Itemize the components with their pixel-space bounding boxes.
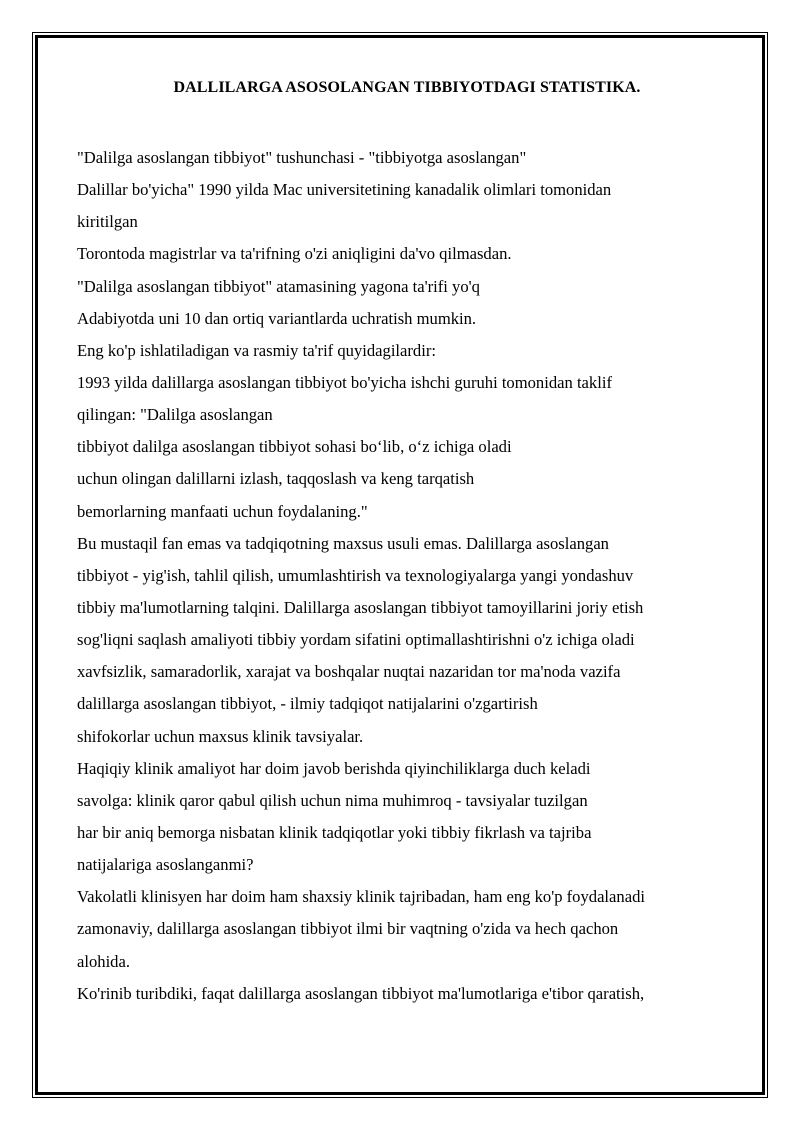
text-line: Bu mustaqil fan emas va tadqiqotning maxsus usuli emas. Dalillarga asoslangan xyxy=(77,533,609,553)
text-line: alohida. xyxy=(77,951,130,971)
text-line: Haqiqiy klinik amaliyot har doim javob berishda qiyinchiliklarga duch keladi xyxy=(77,758,591,778)
text-line: sog'liqni saqlash amaliyoti tibbiy yordam sifatini optimallashtirishni o'z ichiga oladi xyxy=(77,630,635,650)
text-line: Adabiyotda uni 10 dan ortiq variantlarda uchratish mumkin. xyxy=(77,308,477,328)
text-line: tibbiyot - yig'ish, tahlil qilish, umumlashtirish va texnologiyalarga yangi yondashuv xyxy=(77,565,634,585)
text-line: har bir aniq bemorga nisbatan klinik tadqiqotlar yoki tibbiy fikrlash va tajriba xyxy=(77,822,592,842)
text-lines xyxy=(77,142,737,1010)
text-line: "Dalilga asoslangan tibbiyot" tushunchasi - "tibbiyotga asoslangan" xyxy=(77,148,527,167)
text-line: zamonaviy, dalillarga asoslangan tibbiyot ilmi bir vaqtning o'zida va hech qachon xyxy=(77,919,619,939)
text-line: shifokorlar uchun maxsus klinik tavsiyalar. xyxy=(77,726,364,746)
text-line: uchun olingan dalillarni izlash, taqqoslash va keng tarqatish xyxy=(77,469,475,489)
text-line: Eng ko'p ishlatiladigan va rasmiy ta'rif quyidagilardir: xyxy=(77,340,436,360)
text-line: kiritilgan xyxy=(77,212,138,232)
text-line: "Dalilga asoslangan tibbiyot" atamasining yagona ta'rifi yo'q xyxy=(77,276,480,296)
text-line: 1993 yilda dalillarga asoslangan tibbiyot bo'yicha ishchi guruhi tomonidan taklif xyxy=(77,372,612,392)
text-line: tibbiyot dalilga asoslangan tibbiyot sohasi bo‘lib, o‘z ichiga oladi xyxy=(77,437,512,457)
text-line: Ko'rinib turibdiki, faqat dalillarga asoslangan tibbiyot ma'lumotlariga e'tibor qaratish, xyxy=(77,983,645,1003)
text-line: tibbiy ma'lumotlarning talqini. Dalillarga asoslangan tibbiyot tamoyillarini joriy etish xyxy=(77,597,644,617)
text-line: Dalillar bo'yicha" 1990 yilda Mac universitetining kanadalik olimlari tomonidan xyxy=(77,180,612,200)
text-line: xavfsizlik, samaradorlik, xarajat va boshqalar nuqtai nazaridan tor ma'noda vazifa xyxy=(77,662,621,682)
text-line: bemorlarning manfaati uchun foydalaning." xyxy=(77,501,368,521)
text-line: savolga: klinik qaror qabul qilish uchun nima muhimroq - tavsiyalar tuzilgan xyxy=(77,790,588,810)
text-line: qilingan: "Dalilga asoslangan xyxy=(77,405,273,425)
text-line: Vakolatli klinisyen har doim ham shaxsiy klinik tajribadan, ham eng ko'p foydalanadi xyxy=(77,887,645,907)
text-line: dalillarga asoslangan tibbiyot, - ilmiy tadqiqot natijalarini o'zgartirish xyxy=(77,694,538,714)
document-title: DALLILARGA ASOSOLANGAN TIBBIYOTDAGI STATISTIKA. xyxy=(173,79,641,96)
text-line: natijalariga asoslanganmi? xyxy=(77,855,254,875)
document-body xyxy=(77,76,737,1010)
text-line: Torontoda magistrlar va ta'rifning o'zi aniqligini da'vo qilmasdan. xyxy=(77,244,512,264)
